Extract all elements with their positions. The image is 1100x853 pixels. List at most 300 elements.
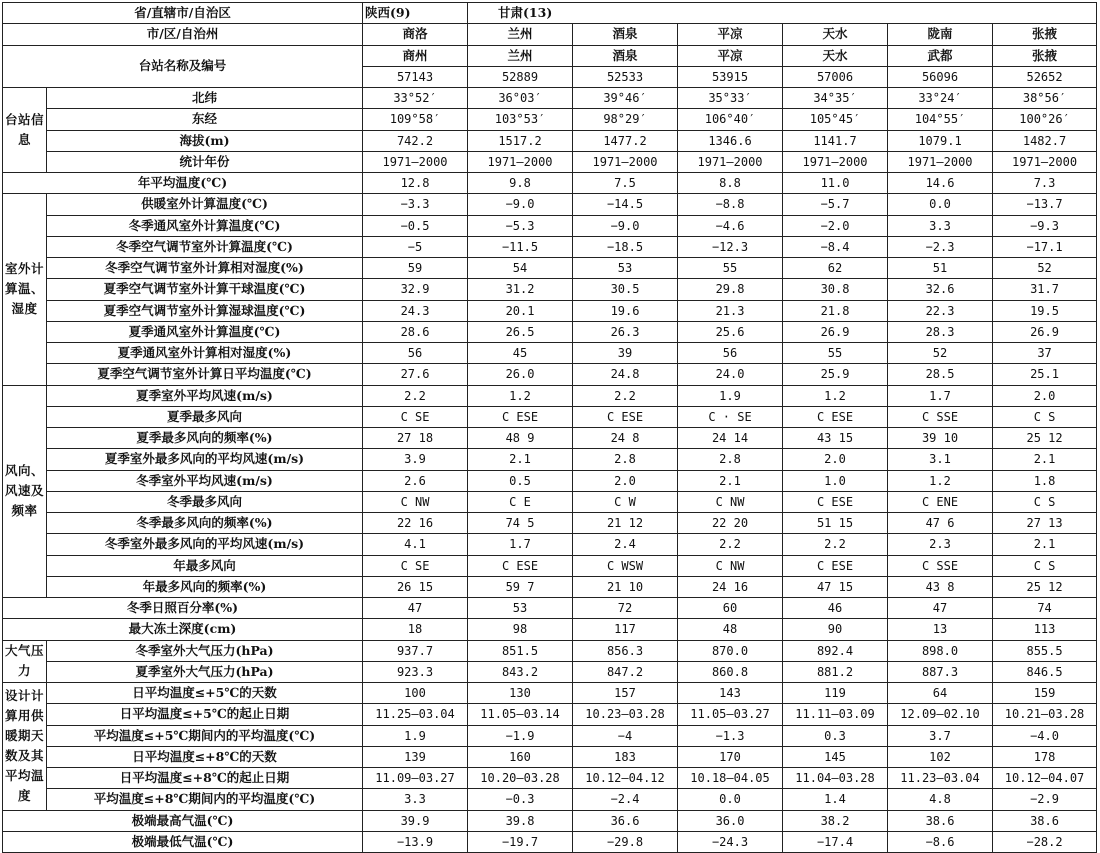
data-cell: 10.23—03.28 — [573, 704, 678, 725]
row-label: 夏季最多风向的频率(%) — [47, 428, 363, 449]
table-row — [3, 470, 1097, 491]
data-cell: C W — [573, 491, 678, 512]
data-cell: 117 — [573, 619, 678, 640]
data-cell: 10.21—03.28 — [993, 704, 1097, 725]
data-cell: 38.6 — [993, 810, 1097, 831]
row-label: 冬季最多风向的频率(%) — [47, 513, 363, 534]
table-row — [3, 236, 1097, 257]
station-cell: 商州 — [363, 45, 468, 66]
table-row — [3, 555, 1097, 576]
data-cell: 160 — [468, 746, 573, 767]
station-cell: 张掖 — [993, 45, 1097, 66]
province-shaanxi: 陕西(9) — [363, 3, 468, 24]
data-cell: 24.8 — [573, 364, 678, 385]
row-label: 日平均温度≤+5℃的起止日期 — [47, 704, 363, 725]
data-cell: 3.1 — [888, 449, 993, 470]
table-row — [3, 173, 1097, 194]
data-cell: 4.1 — [363, 534, 468, 555]
data-cell: 56 — [363, 343, 468, 364]
table-row — [3, 491, 1097, 512]
row-label: 供暖室外计算温度(℃) — [47, 194, 363, 215]
table-row — [3, 534, 1097, 555]
data-cell: 9.8 — [468, 173, 573, 194]
row-label: 年最多风向的频率(%) — [47, 576, 363, 597]
station-id-cell: 52533 — [573, 66, 678, 87]
data-cell: 21.8 — [783, 300, 888, 321]
climate-table-container — [2, 2, 1097, 853]
data-cell: 113 — [993, 619, 1097, 640]
data-cell: 48 — [678, 619, 783, 640]
row-label: 冬季室外最多风向的平均风速(m/s) — [47, 534, 363, 555]
data-cell: −4 — [573, 725, 678, 746]
data-cell: C ESE — [468, 406, 573, 427]
data-cell: 843.2 — [468, 661, 573, 682]
data-cell: 855.5 — [993, 640, 1097, 661]
table-row — [3, 385, 1097, 406]
data-cell: C NW — [678, 555, 783, 576]
table-row — [3, 768, 1097, 789]
data-cell: 18 — [363, 619, 468, 640]
data-cell: −9.0 — [573, 215, 678, 236]
table-row — [3, 513, 1097, 534]
data-cell: 1.2 — [888, 470, 993, 491]
station-label: 台站名称及编号 — [3, 45, 363, 88]
data-cell: 22.3 — [888, 300, 993, 321]
row-label: 冬季空气调节室外计算温度(℃) — [47, 236, 363, 257]
data-cell: 3.9 — [363, 449, 468, 470]
data-cell: 28.5 — [888, 364, 993, 385]
data-cell: −3.3 — [363, 194, 468, 215]
data-cell: 36.0 — [678, 810, 783, 831]
group-label-station-info: 台站信息 — [3, 88, 47, 173]
table-row — [3, 640, 1097, 661]
data-cell: −13.9 — [363, 831, 468, 852]
data-cell: 12.09—02.10 — [888, 704, 993, 725]
data-cell: 22 16 — [363, 513, 468, 534]
city-label: 市/区/自治州 — [3, 24, 363, 45]
data-cell: 892.4 — [783, 640, 888, 661]
data-cell: 47 15 — [783, 576, 888, 597]
data-cell: 130 — [468, 683, 573, 704]
data-cell: 47 6 — [888, 513, 993, 534]
data-cell: C NW — [678, 491, 783, 512]
data-cell: 25 12 — [993, 428, 1097, 449]
data-cell: 56 — [678, 343, 783, 364]
data-cell: 21 10 — [573, 576, 678, 597]
data-cell: 21.3 — [678, 300, 783, 321]
table-row — [3, 619, 1097, 640]
data-cell: 35°33′ — [678, 88, 783, 109]
data-cell: 2.0 — [993, 385, 1097, 406]
data-cell: C SE — [363, 406, 468, 427]
data-cell: C NW — [363, 491, 468, 512]
row-label: 平均温度≤+5℃期间内的平均温度(℃) — [47, 725, 363, 746]
data-cell: 46 — [783, 598, 888, 619]
data-cell: 10.18—04.05 — [678, 768, 783, 789]
table-row — [3, 343, 1097, 364]
data-cell: 2.1 — [993, 534, 1097, 555]
data-cell: C ENE — [888, 491, 993, 512]
data-cell: 11.23—03.04 — [888, 768, 993, 789]
data-cell: 923.3 — [363, 661, 468, 682]
data-cell: 1.9 — [363, 725, 468, 746]
row-label: 极端最高气温(℃) — [3, 810, 363, 831]
table-row — [3, 215, 1097, 236]
data-cell: 2.1 — [993, 449, 1097, 470]
data-cell: 1971—2000 — [888, 151, 993, 172]
data-cell: −0.3 — [468, 789, 573, 810]
data-cell: C S — [993, 555, 1097, 576]
data-cell: 2.2 — [573, 385, 678, 406]
data-cell: 51 — [888, 258, 993, 279]
data-cell: C S — [993, 491, 1097, 512]
station-cell: 兰州 — [468, 45, 573, 66]
data-cell: 19.6 — [573, 300, 678, 321]
data-cell: 0.0 — [678, 789, 783, 810]
group-label-wind: 风向、风速及频率 — [3, 385, 47, 598]
data-cell: 103°53′ — [468, 109, 573, 130]
data-cell: 31.2 — [468, 279, 573, 300]
row-label: 极端最低气温(℃) — [3, 831, 363, 852]
city-cell: 兰州 — [468, 24, 573, 45]
data-cell: 24.0 — [678, 364, 783, 385]
data-cell: 1079.1 — [888, 130, 993, 151]
data-cell: 1971—2000 — [573, 151, 678, 172]
data-cell: 59 — [363, 258, 468, 279]
data-cell: 12.8 — [363, 173, 468, 194]
data-cell: 53 — [468, 598, 573, 619]
data-cell: 38.2 — [783, 810, 888, 831]
data-cell: 39.8 — [468, 810, 573, 831]
data-cell: 846.5 — [993, 661, 1097, 682]
row-label: 年平均温度(℃) — [3, 173, 363, 194]
station-cell: 平凉 — [678, 45, 783, 66]
station-name-row — [3, 45, 1097, 66]
data-cell: 28.3 — [888, 321, 993, 342]
data-cell: 36°03′ — [468, 88, 573, 109]
data-cell: 1971—2000 — [993, 151, 1097, 172]
data-cell: 72 — [573, 598, 678, 619]
data-cell: 74 — [993, 598, 1097, 619]
data-cell: 14.6 — [888, 173, 993, 194]
data-cell: 102 — [888, 746, 993, 767]
row-label: 统计年份 — [47, 151, 363, 172]
station-id-cell: 52889 — [468, 66, 573, 87]
data-cell: 2.2 — [363, 385, 468, 406]
data-cell: 0.3 — [783, 725, 888, 746]
data-cell: 31.7 — [993, 279, 1097, 300]
data-cell: 742.2 — [363, 130, 468, 151]
data-cell: −1.9 — [468, 725, 573, 746]
table-row — [3, 321, 1097, 342]
data-cell: 0.0 — [888, 194, 993, 215]
table-row — [3, 449, 1097, 470]
data-cell: 1.2 — [783, 385, 888, 406]
data-cell: −2.3 — [888, 236, 993, 257]
data-cell: −18.5 — [573, 236, 678, 257]
data-cell: 11.05—03.14 — [468, 704, 573, 725]
data-cell: 1.7 — [888, 385, 993, 406]
table-row — [3, 576, 1097, 597]
data-cell: 32.9 — [363, 279, 468, 300]
data-cell: 2.1 — [678, 470, 783, 491]
city-cell: 天水 — [783, 24, 888, 45]
data-cell: 139 — [363, 746, 468, 767]
data-cell: −2.0 — [783, 215, 888, 236]
station-id-cell: 53915 — [678, 66, 783, 87]
station-id-cell: 57006 — [783, 66, 888, 87]
table-row — [3, 88, 1097, 109]
data-cell: 887.3 — [888, 661, 993, 682]
data-cell: 847.2 — [573, 661, 678, 682]
data-cell: 170 — [678, 746, 783, 767]
data-cell: 13 — [888, 619, 993, 640]
data-cell: 100 — [363, 683, 468, 704]
data-cell: C S — [993, 406, 1097, 427]
data-cell: 37 — [993, 343, 1097, 364]
data-cell: 47 — [888, 598, 993, 619]
data-cell: −9.0 — [468, 194, 573, 215]
data-cell: 2.1 — [468, 449, 573, 470]
data-cell: 27.6 — [363, 364, 468, 385]
data-cell: 47 — [363, 598, 468, 619]
data-cell: C ESE — [783, 555, 888, 576]
data-cell: 2.4 — [573, 534, 678, 555]
table-row — [3, 364, 1097, 385]
data-cell: −1.3 — [678, 725, 783, 746]
row-label: 夏季空气调节室外计算干球温度(℃) — [47, 279, 363, 300]
data-cell: 26.3 — [573, 321, 678, 342]
data-cell: −13.7 — [993, 194, 1097, 215]
data-cell: 26.0 — [468, 364, 573, 385]
data-cell: 74 5 — [468, 513, 573, 534]
data-cell: 51 15 — [783, 513, 888, 534]
data-cell: 38.6 — [888, 810, 993, 831]
data-cell: 2.8 — [573, 449, 678, 470]
data-cell: 1346.6 — [678, 130, 783, 151]
climate-data-table — [2, 2, 1097, 853]
data-cell: 10.20—03.28 — [468, 768, 573, 789]
row-label: 最大冻土深度(cm) — [3, 619, 363, 640]
data-cell: −8.8 — [678, 194, 783, 215]
data-cell: C SSE — [888, 555, 993, 576]
data-cell: 25.1 — [993, 364, 1097, 385]
station-cell: 武都 — [888, 45, 993, 66]
data-cell: 25 12 — [993, 576, 1097, 597]
data-cell: 119 — [783, 683, 888, 704]
data-cell: C ESE — [573, 406, 678, 427]
data-cell: 55 — [678, 258, 783, 279]
data-cell: 98°29′ — [573, 109, 678, 130]
data-cell: 157 — [573, 683, 678, 704]
data-cell: 30.8 — [783, 279, 888, 300]
data-cell: 33°52′ — [363, 88, 468, 109]
data-cell: 0.5 — [468, 470, 573, 491]
data-cell: 29.8 — [678, 279, 783, 300]
data-cell: −28.2 — [993, 831, 1097, 852]
row-label: 日平均温度≤+8℃的天数 — [47, 746, 363, 767]
table-row — [3, 130, 1097, 151]
data-cell: 898.0 — [888, 640, 993, 661]
province-gansu: 甘肃(13) — [468, 3, 1097, 24]
group-label-outdoor-calc: 室外计算温、湿度 — [3, 194, 47, 385]
data-cell: 54 — [468, 258, 573, 279]
data-cell: 52 — [993, 258, 1097, 279]
data-cell: 183 — [573, 746, 678, 767]
data-cell: 881.2 — [783, 661, 888, 682]
data-cell: C ESE — [783, 491, 888, 512]
data-cell: 1482.7 — [993, 130, 1097, 151]
data-cell: 4.8 — [888, 789, 993, 810]
data-cell: 33°24′ — [888, 88, 993, 109]
table-row — [3, 704, 1097, 725]
data-cell: 8.8 — [678, 173, 783, 194]
data-cell: 1971—2000 — [468, 151, 573, 172]
table-row — [3, 406, 1097, 427]
data-cell: 21 12 — [573, 513, 678, 534]
row-label: 夏季空气调节室外计算湿球温度(℃) — [47, 300, 363, 321]
city-cell: 张掖 — [993, 24, 1097, 45]
data-cell: 1517.2 — [468, 130, 573, 151]
data-cell: 856.3 — [573, 640, 678, 661]
data-cell: 39°46′ — [573, 88, 678, 109]
data-cell: 62 — [783, 258, 888, 279]
data-cell: 27 13 — [993, 513, 1097, 534]
data-cell: 1141.7 — [783, 130, 888, 151]
data-cell: −17.4 — [783, 831, 888, 852]
data-cell: 39 — [573, 343, 678, 364]
data-cell: C SSE — [888, 406, 993, 427]
row-label: 夏季室外最多风向的平均风速(m/s) — [47, 449, 363, 470]
data-cell: −2.9 — [993, 789, 1097, 810]
data-cell: 20.1 — [468, 300, 573, 321]
data-cell: 1971—2000 — [783, 151, 888, 172]
data-cell: 1.2 — [468, 385, 573, 406]
data-cell: 98 — [468, 619, 573, 640]
data-cell: 24.3 — [363, 300, 468, 321]
province-row — [3, 3, 1097, 24]
data-cell: 2.8 — [678, 449, 783, 470]
data-cell: 105°45′ — [783, 109, 888, 130]
data-cell: 38°56′ — [993, 88, 1097, 109]
data-cell: 2.0 — [783, 449, 888, 470]
city-row — [3, 24, 1097, 45]
data-cell: 2.0 — [573, 470, 678, 491]
data-cell: 11.0 — [783, 173, 888, 194]
data-cell: 52 — [888, 343, 993, 364]
data-cell: 143 — [678, 683, 783, 704]
station-id-cell: 52652 — [993, 66, 1097, 87]
data-cell: −4.6 — [678, 215, 783, 236]
row-label: 日平均温度≤+5℃的天数 — [47, 683, 363, 704]
data-cell: 32.6 — [888, 279, 993, 300]
data-cell: 100°26′ — [993, 109, 1097, 130]
data-cell: −29.8 — [573, 831, 678, 852]
data-cell: −17.1 — [993, 236, 1097, 257]
table-row — [3, 258, 1097, 279]
station-id-cell: 56096 — [888, 66, 993, 87]
data-cell: 55 — [783, 343, 888, 364]
row-label: 年最多风向 — [47, 555, 363, 576]
data-cell: 11.11—03.09 — [783, 704, 888, 725]
data-cell: 106°40′ — [678, 109, 783, 130]
data-cell: 34°35′ — [783, 88, 888, 109]
data-cell: 7.5 — [573, 173, 678, 194]
data-cell: 145 — [783, 746, 888, 767]
data-cell: 3.3 — [363, 789, 468, 810]
data-cell: 1.7 — [468, 534, 573, 555]
data-cell: 2.6 — [363, 470, 468, 491]
row-label: 平均温度≤+8℃期间内的平均温度(℃) — [47, 789, 363, 810]
data-cell: 159 — [993, 683, 1097, 704]
data-cell: 10.12—04.07 — [993, 768, 1097, 789]
province-label: 省/直辖市/自治区 — [3, 3, 363, 24]
data-cell: 109°58′ — [363, 109, 468, 130]
data-cell: C ESE — [783, 406, 888, 427]
data-cell: 11.09—03.27 — [363, 768, 468, 789]
data-cell: 22 20 — [678, 513, 783, 534]
data-cell: 53 — [573, 258, 678, 279]
data-cell: 26 15 — [363, 576, 468, 597]
row-label: 冬季通风室外计算温度(℃) — [47, 215, 363, 236]
data-cell: 24 16 — [678, 576, 783, 597]
data-cell: 39.9 — [363, 810, 468, 831]
data-cell: 860.8 — [678, 661, 783, 682]
data-cell: −11.5 — [468, 236, 573, 257]
table-row — [3, 746, 1097, 767]
data-cell: −5.3 — [468, 215, 573, 236]
data-cell: 2.2 — [678, 534, 783, 555]
data-cell: 1477.2 — [573, 130, 678, 151]
station-id-cell: 57143 — [363, 66, 468, 87]
data-cell: −5 — [363, 236, 468, 257]
data-cell: −8.6 — [888, 831, 993, 852]
data-cell: 1.9 — [678, 385, 783, 406]
data-cell: 25.6 — [678, 321, 783, 342]
data-cell: C SE — [363, 555, 468, 576]
row-label: 夏季室外大气压力(hPa) — [47, 661, 363, 682]
data-cell: 28.6 — [363, 321, 468, 342]
data-cell: 1971—2000 — [363, 151, 468, 172]
row-label: 冬季室外平均风速(m/s) — [47, 470, 363, 491]
table-row — [3, 598, 1097, 619]
data-cell: 45 — [468, 343, 573, 364]
data-cell: 26.9 — [993, 321, 1097, 342]
data-cell: 11.05—03.27 — [678, 704, 783, 725]
data-cell: 36.6 — [573, 810, 678, 831]
data-cell: 1.8 — [993, 470, 1097, 491]
data-cell: 48 9 — [468, 428, 573, 449]
data-cell: C E — [468, 491, 573, 512]
data-cell: −24.3 — [678, 831, 783, 852]
data-cell: −8.4 — [783, 236, 888, 257]
data-cell: −4.0 — [993, 725, 1097, 746]
row-label: 夏季通风室外计算温度(℃) — [47, 321, 363, 342]
group-label-heating: 设计计算用供暖期天数及其平均温度 — [3, 683, 47, 811]
table-row — [3, 194, 1097, 215]
row-label: 夏季通风室外计算相对湿度(%) — [47, 343, 363, 364]
data-cell: 30.5 — [573, 279, 678, 300]
data-cell: 90 — [783, 619, 888, 640]
table-row — [3, 109, 1097, 130]
city-cell: 陇南 — [888, 24, 993, 45]
data-cell: C · SE — [678, 406, 783, 427]
table-row — [3, 683, 1097, 704]
data-cell: 25.9 — [783, 364, 888, 385]
data-cell: 24 8 — [573, 428, 678, 449]
data-cell: 26.5 — [468, 321, 573, 342]
data-cell: 870.0 — [678, 640, 783, 661]
